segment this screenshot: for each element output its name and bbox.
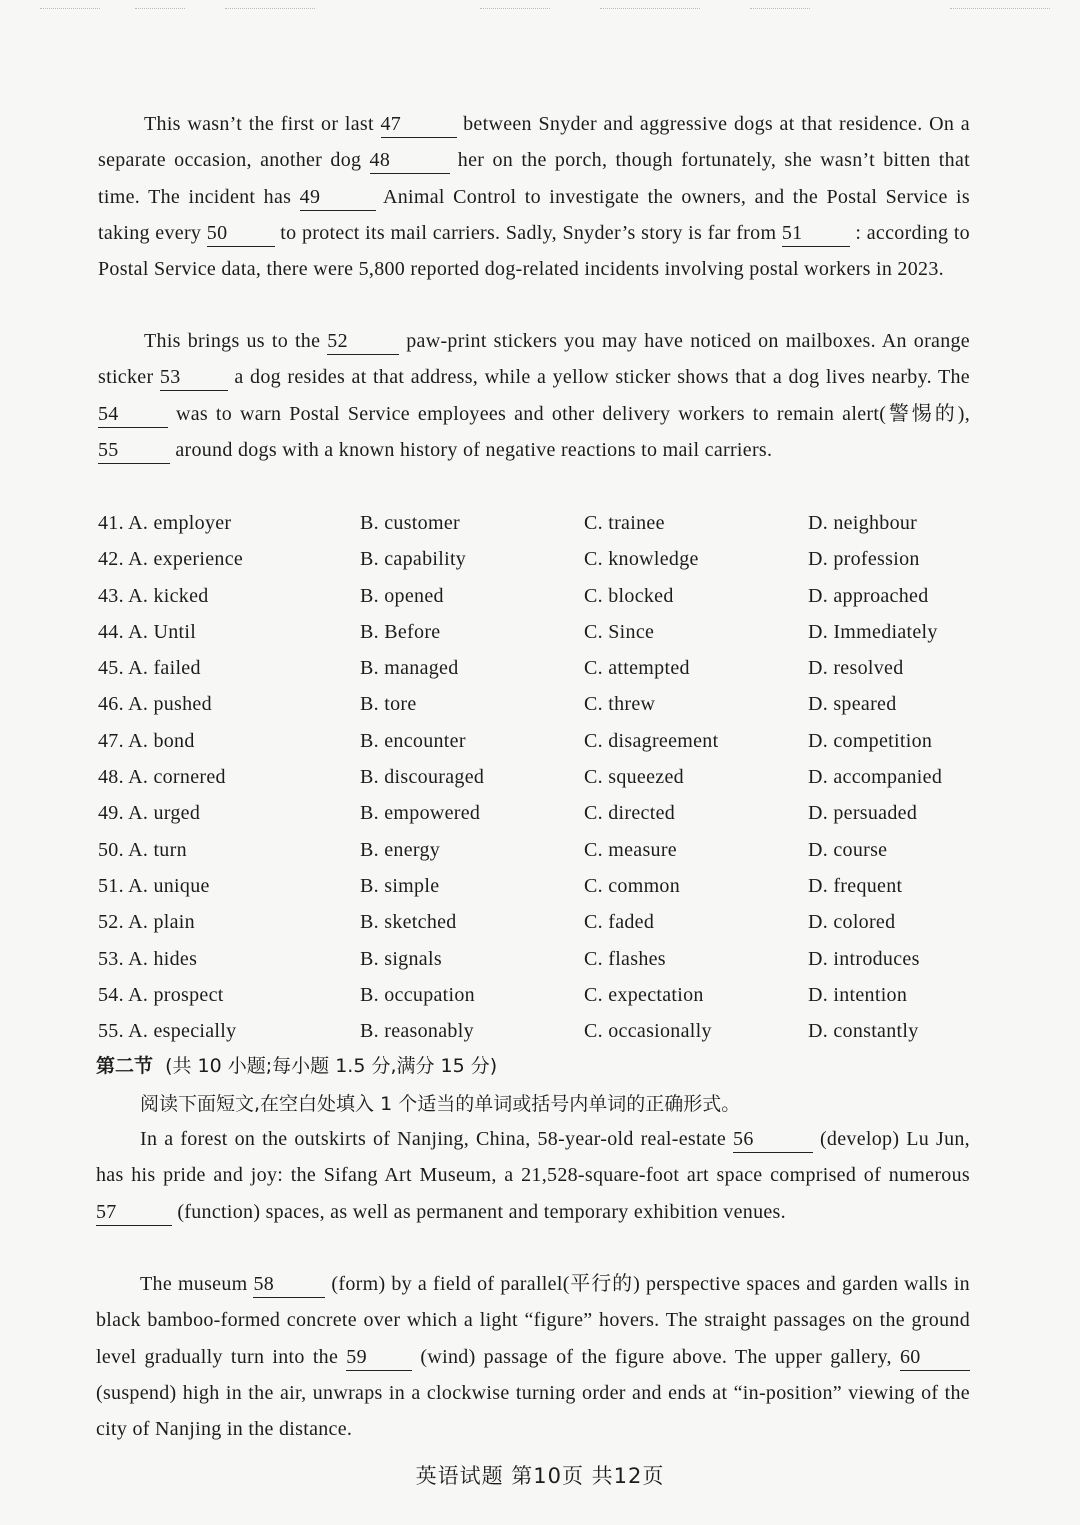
passage-text: This wasn’t the first or last [144,113,374,135]
option-row [98,686,978,722]
option-row [98,578,978,614]
option-b: B. capability [360,548,467,571]
option-b: B. empowered [360,802,481,825]
option-row [98,941,978,977]
option-a-text: A. prospect [128,983,224,1006]
option-c: C. occasionally [584,1020,712,1043]
question-number: 54. [98,983,124,1006]
passage-text: paw-print stickers you may have noticed on mailboxes. An orange sticker [98,330,970,389]
section2-info: (共 10 小题;每小题 1.5 分,满分 15 分) [165,1055,498,1077]
option-d: D. colored [808,911,896,934]
passage-text: Animal Control to investigate the owners, and the Postal Service is taking every [98,185,970,244]
option-a [98,614,196,650]
passage-text: between Snyder and aggressive dogs at that residence. On a separate occasion, another dog [98,113,970,172]
option-a-text: A. hides [128,947,198,970]
blank-48: 48 [370,147,450,174]
option-a-text: A. kicked [128,584,209,607]
passage-text: (develop) Lu Jun, has his pride and joy: the Sifang Art Museum, a 21,528-square-foot art space comprised of numerous [96,1128,970,1187]
question-number: 52. [98,911,124,934]
option-b: B. encounter [360,729,466,752]
option-a [98,1013,236,1049]
option-b: B. tore [360,693,417,716]
option-d: D. constantly [808,1020,919,1043]
options-list [98,505,978,1049]
option-b: B. discouraged [360,766,485,789]
option-a [98,505,231,541]
option-d: D. competition [808,729,933,752]
question-number: 42. [98,548,124,571]
option-row [98,868,978,904]
blank-55: 55 [98,437,170,464]
option-c: C. blocked [584,584,674,607]
option-d: D. accompanied [808,766,943,789]
question-number: 45. [98,657,124,680]
option-b: B. Before [360,620,441,643]
option-a [98,759,226,795]
question-number: 51. [98,874,124,897]
option-b: B. customer [360,512,460,534]
option-a-text: A. experience [128,548,244,571]
option-c: C. common [584,874,681,897]
option-a-text: A. unique [128,874,210,897]
page-footer: 英语试题 第10页 共12页 [415,1464,665,1488]
option-d: D. introduces [808,947,920,970]
passage-text: (function) spaces, as well as permanent and temporary exhibition venues. [177,1200,786,1223]
passage-text: (suspend) high in the air, unwraps in a clockwise turning order and ends at “in-position” viewing of the city of Nanjing in the distance. [96,1381,970,1441]
passage-text: her on the porch, though fortunately, she wasn’t bitten that time. The incident has [98,149,970,208]
blank-53: 53 [160,364,228,391]
option-row [98,505,978,541]
option-d: D. speared [808,693,897,716]
passage-text: The museum [140,1273,248,1295]
option-row [98,1013,978,1049]
option-c: C. squeezed [584,766,684,789]
passage-text: : according to Postal Service data, there were 5,800 reported dog-related incidents involving postal workers in 2023. [98,221,970,281]
blank-50: 50 [207,220,275,247]
question-number: 41. [98,512,124,534]
question-number: 53. [98,947,124,970]
blank-47: 47 [381,111,457,138]
scan-top-marks [0,0,1080,30]
option-row [98,904,978,940]
option-b: B. energy [360,838,441,861]
option-a [98,941,197,977]
option-d: D. neighbour [808,512,918,534]
option-c: C. directed [584,802,676,825]
option-row [98,759,978,795]
passage-text: (wind) passage of the figure above. The upper gallery, [420,1345,892,1368]
section2-title: 第二节 [96,1055,154,1077]
passage-text: was to warn Postal Service employees and other delivery workers to remain alert(警惕的), [175,402,970,425]
blank-59: 59 [346,1344,412,1371]
question-number: 50. [98,838,124,861]
blank-60: 60 [900,1344,970,1371]
option-c: C. disagreement [584,729,719,752]
option-row [98,723,978,759]
option-a-text: A. failed [128,657,201,680]
option-row [98,795,978,831]
passage-text: to protect its mail carriers. Sadly, Snyder’s story is far from [280,221,777,244]
blank-51: 51 [782,220,850,247]
option-c: C. measure [584,838,677,861]
option-a-text: A. urged [128,802,201,825]
option-a-text: A. employer [128,512,232,534]
section2-heading [96,1048,497,1084]
question-number: 44. [98,620,124,643]
passage2-paragraph1 [96,1121,970,1230]
option-row [98,541,978,577]
option-a-text: A. turn [128,838,187,861]
option-a [98,723,195,759]
option-a [98,868,210,904]
blank-56: 56 [733,1126,813,1153]
option-a [98,795,200,831]
option-c: C. expectation [584,983,704,1006]
option-d: D. resolved [808,657,904,680]
option-b: B. managed [360,657,459,680]
option-a [98,541,243,577]
passage-text: This brings us to the [144,330,321,352]
passage-text: (form) by a field of parallel(平行的) perspective spaces and garden walls in black bamboo-formed concrete over which a light “figure” hovers. The straight passages on the ground level gradually turn into the [96,1273,970,1368]
option-a-text: A. Until [128,620,197,643]
question-number: 46. [98,693,124,716]
blank-57: 57 [96,1199,172,1226]
option-row [98,832,978,868]
option-d: D. persuaded [808,802,918,825]
option-row [98,614,978,650]
option-c: C. flashes [584,947,666,970]
question-number: 47. [98,729,124,752]
option-row [98,977,978,1013]
option-c: C. Since [584,620,655,643]
option-c: C. attempted [584,657,690,680]
option-a-text: A. bond [128,729,195,752]
option-a [98,650,201,686]
option-a [98,904,195,940]
passage1-paragraph2 [98,323,970,468]
question-number: 49. [98,802,124,825]
passage-text: around dogs with a known history of negative reactions to mail carriers. [175,438,773,461]
option-a [98,977,224,1013]
question-number: 48. [98,766,124,789]
option-c: C. knowledge [584,548,699,571]
option-d: D. intention [808,983,908,1006]
option-a [98,832,187,868]
option-b: B. occupation [360,983,475,1006]
option-b: B. opened [360,584,444,607]
option-b: B. signals [360,947,442,970]
passage-text: In a forest on the outskirts of Nanjing, China, 58-year-old real-estate [140,1128,727,1150]
option-a [98,686,212,722]
passage1-paragraph1 [98,106,970,287]
blank-58: 58 [253,1271,325,1298]
option-a-text: A. plain [128,911,195,934]
option-d: D. profession [808,548,920,571]
option-c: C. threw [584,693,656,716]
option-d: D. frequent [808,874,903,897]
option-c: C. faded [584,911,655,934]
option-a-text: A. especially [128,1020,237,1043]
option-d: D. approached [808,584,929,607]
option-c: C. trainee [584,512,665,534]
option-a-text: A. cornered [128,766,226,789]
blank-54: 54 [98,401,168,428]
question-number: 43. [98,584,124,607]
option-b: B. sketched [360,911,457,934]
option-a [98,578,209,614]
option-b: B. simple [360,874,440,897]
option-b: B. reasonably [360,1020,474,1043]
option-d: D. Immediately [808,620,938,643]
passage-text: a dog resides at that address, while a yellow sticker shows that a dog lives nearby. The [234,366,970,389]
section2-instruction: 阅读下面短文,在空白处填入 1 个适当的单词或括号内单词的正确形式。 [140,1093,741,1115]
option-row [98,650,978,686]
passage2-paragraph2 [96,1266,970,1447]
option-d: D. course [808,838,888,861]
option-a-text: A. pushed [128,693,212,716]
blank-49: 49 [300,184,376,211]
blank-52: 52 [327,328,399,355]
question-number: 55. [98,1020,124,1043]
